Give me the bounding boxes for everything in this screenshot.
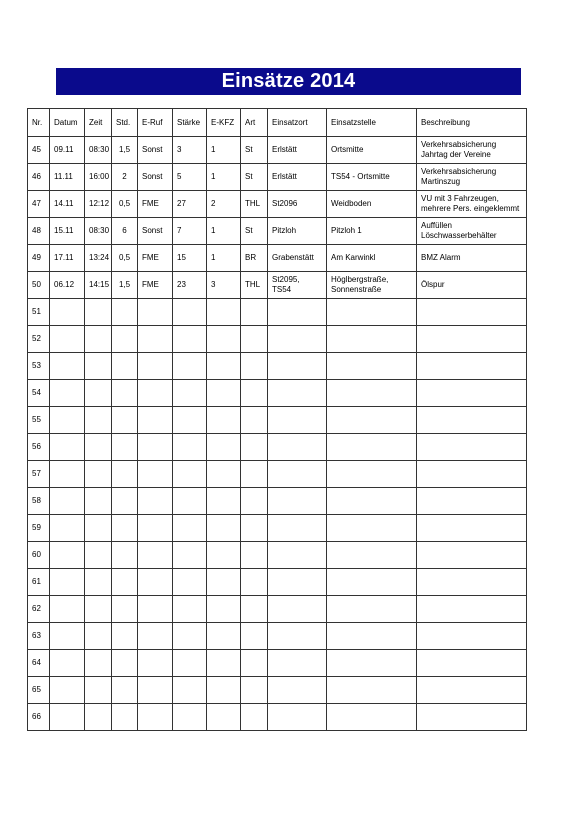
cell-zeit [85, 461, 112, 488]
cell-datum [50, 542, 85, 569]
cell-einsatzstelle [327, 353, 417, 380]
cell-std [112, 488, 138, 515]
cell-staerke [173, 704, 207, 731]
cell-datum [50, 326, 85, 353]
column-header-staerke: Stärke [173, 109, 207, 137]
cell-einsatzstelle [327, 407, 417, 434]
cell-zeit [85, 353, 112, 380]
cell-beschreibung [417, 650, 527, 677]
cell-staerke [173, 650, 207, 677]
cell-einsatzstelle [327, 515, 417, 542]
cell-e-kfz [207, 407, 241, 434]
cell-std [112, 434, 138, 461]
cell-e-ruf: Sonst [138, 218, 173, 245]
cell-datum: 17.11 [50, 245, 85, 272]
column-header-e-kfz: E-KFZ [207, 109, 241, 137]
cell-zeit [85, 704, 112, 731]
cell-art [241, 569, 268, 596]
cell-staerke [173, 488, 207, 515]
table-row [28, 569, 527, 596]
cell-beschreibung [417, 461, 527, 488]
table-row [28, 272, 527, 299]
column-header-einsatzort: Einsatzort [268, 109, 327, 137]
cell-beschreibung: Ölspur [417, 272, 527, 299]
table-row [28, 704, 527, 731]
table-header-row [28, 109, 527, 137]
cell-e-kfz: 1 [207, 164, 241, 191]
table-row [28, 245, 527, 272]
cell-std [112, 515, 138, 542]
cell-staerke [173, 515, 207, 542]
cell-e-kfz [207, 542, 241, 569]
cell-art [241, 596, 268, 623]
cell-nr: 63 [28, 623, 50, 650]
cell-std [112, 623, 138, 650]
cell-datum [50, 515, 85, 542]
cell-beschreibung [417, 542, 527, 569]
cell-einsatzstelle [327, 299, 417, 326]
cell-staerke: 15 [173, 245, 207, 272]
cell-staerke [173, 407, 207, 434]
cell-std [112, 677, 138, 704]
cell-einsatzort [268, 515, 327, 542]
cell-zeit: 12:12 [85, 191, 112, 218]
cell-e-ruf: Sonst [138, 164, 173, 191]
cell-nr: 48 [28, 218, 50, 245]
column-header-datum: Datum [50, 109, 85, 137]
cell-einsatzort [268, 407, 327, 434]
cell-einsatzstelle: Am Karwinkl [327, 245, 417, 272]
cell-art: BR [241, 245, 268, 272]
table-row [28, 353, 527, 380]
cell-einsatzstelle [327, 461, 417, 488]
cell-einsatzstelle: Weidboden [327, 191, 417, 218]
cell-e-kfz [207, 515, 241, 542]
cell-beschreibung [417, 353, 527, 380]
table-row [28, 542, 527, 569]
cell-beschreibung [417, 677, 527, 704]
cell-zeit [85, 623, 112, 650]
cell-beschreibung [417, 596, 527, 623]
cell-art: St [241, 164, 268, 191]
cell-einsatzort [268, 623, 327, 650]
cell-staerke: 7 [173, 218, 207, 245]
cell-datum: 15.11 [50, 218, 85, 245]
cell-beschreibung: VU mit 3 Fahrzeugen, mehrere Pers. eingeklemmt [417, 191, 527, 218]
cell-std: 0,5 [112, 191, 138, 218]
cell-staerke [173, 380, 207, 407]
cell-einsatzstelle [327, 326, 417, 353]
cell-e-kfz [207, 434, 241, 461]
cell-beschreibung [417, 704, 527, 731]
cell-nr: 54 [28, 380, 50, 407]
cell-einsatzort [268, 353, 327, 380]
cell-nr: 56 [28, 434, 50, 461]
cell-zeit: 16:00 [85, 164, 112, 191]
table-row [28, 164, 527, 191]
cell-einsatzort [268, 569, 327, 596]
cell-einsatzort: St2096 [268, 191, 327, 218]
cell-einsatzstelle [327, 380, 417, 407]
cell-zeit [85, 596, 112, 623]
cell-beschreibung [417, 488, 527, 515]
cell-beschreibung [417, 380, 527, 407]
cell-e-kfz: 2 [207, 191, 241, 218]
cell-zeit: 13:24 [85, 245, 112, 272]
cell-einsatzort [268, 461, 327, 488]
cell-zeit [85, 380, 112, 407]
cell-einsatzort: Erlstätt [268, 164, 327, 191]
cell-e-kfz [207, 650, 241, 677]
cell-zeit [85, 569, 112, 596]
cell-zeit [85, 677, 112, 704]
cell-einsatzstelle [327, 650, 417, 677]
column-header-e-ruf: E-Ruf [138, 109, 173, 137]
cell-nr: 55 [28, 407, 50, 434]
cell-nr: 57 [28, 461, 50, 488]
cell-nr: 45 [28, 137, 50, 164]
cell-staerke [173, 434, 207, 461]
cell-nr: 46 [28, 164, 50, 191]
cell-beschreibung: Verkehrsabsicherung Jahrtag der Vereine [417, 137, 527, 164]
cell-e-ruf: FME [138, 191, 173, 218]
cell-std: 2 [112, 164, 138, 191]
cell-zeit [85, 299, 112, 326]
cell-staerke [173, 299, 207, 326]
cell-zeit [85, 650, 112, 677]
cell-einsatzstelle [327, 596, 417, 623]
cell-datum [50, 380, 85, 407]
cell-staerke [173, 623, 207, 650]
table-body [28, 109, 527, 731]
cell-staerke [173, 677, 207, 704]
cell-std [112, 299, 138, 326]
cell-e-kfz: 1 [207, 137, 241, 164]
cell-datum [50, 623, 85, 650]
cell-std: 1,5 [112, 272, 138, 299]
cell-datum [50, 299, 85, 326]
cell-e-ruf [138, 650, 173, 677]
cell-e-ruf [138, 596, 173, 623]
cell-beschreibung: Verkehrsabsicherung Martinszug [417, 164, 527, 191]
cell-datum [50, 569, 85, 596]
cell-art [241, 488, 268, 515]
cell-std [112, 353, 138, 380]
table-row [28, 191, 527, 218]
cell-e-ruf [138, 623, 173, 650]
cell-nr: 47 [28, 191, 50, 218]
cell-zeit [85, 488, 112, 515]
cell-staerke [173, 542, 207, 569]
cell-e-kfz [207, 569, 241, 596]
cell-einsatzstelle [327, 704, 417, 731]
cell-art [241, 299, 268, 326]
cell-std [112, 596, 138, 623]
cell-art [241, 677, 268, 704]
cell-einsatzstelle [327, 623, 417, 650]
cell-einsatzstelle: Höglbergstraße, Sonnenstraße [327, 272, 417, 299]
cell-datum [50, 461, 85, 488]
page-title: Einsätze 2014 [56, 68, 521, 95]
cell-e-ruf [138, 569, 173, 596]
column-header-beschreibung: Beschreibung [417, 109, 527, 137]
cell-datum: 06.12 [50, 272, 85, 299]
table-row [28, 137, 527, 164]
table-row [28, 677, 527, 704]
cell-beschreibung [417, 623, 527, 650]
cell-datum [50, 650, 85, 677]
cell-e-ruf: Sonst [138, 137, 173, 164]
cell-std [112, 704, 138, 731]
cell-staerke: 3 [173, 137, 207, 164]
cell-einsatzort: Pitzloh [268, 218, 327, 245]
cell-staerke: 5 [173, 164, 207, 191]
cell-e-kfz [207, 353, 241, 380]
cell-zeit: 08:30 [85, 218, 112, 245]
cell-einsatzort [268, 326, 327, 353]
cell-art [241, 542, 268, 569]
cell-e-ruf [138, 407, 173, 434]
cell-datum [50, 704, 85, 731]
table-row [28, 407, 527, 434]
cell-e-kfz [207, 461, 241, 488]
cell-beschreibung [417, 299, 527, 326]
cell-einsatzort [268, 380, 327, 407]
cell-einsatzort: Grabenstätt [268, 245, 327, 272]
cell-beschreibung: Auffüllen Löschwasserbehälter [417, 218, 527, 245]
cell-staerke [173, 353, 207, 380]
cell-staerke [173, 461, 207, 488]
cell-e-kfz [207, 704, 241, 731]
cell-einsatzstelle: Pitzloh 1 [327, 218, 417, 245]
cell-std [112, 650, 138, 677]
cell-zeit [85, 542, 112, 569]
cell-datum: 09.11 [50, 137, 85, 164]
cell-std [112, 380, 138, 407]
cell-einsatzort [268, 677, 327, 704]
cell-std [112, 569, 138, 596]
cell-nr: 60 [28, 542, 50, 569]
cell-einsatzstelle [327, 677, 417, 704]
cell-einsatzstelle [327, 488, 417, 515]
cell-nr: 64 [28, 650, 50, 677]
cell-e-ruf [138, 353, 173, 380]
cell-e-kfz: 1 [207, 245, 241, 272]
cell-datum: 11.11 [50, 164, 85, 191]
cell-e-kfz [207, 596, 241, 623]
cell-einsatzort [268, 650, 327, 677]
cell-std: 6 [112, 218, 138, 245]
cell-beschreibung [417, 569, 527, 596]
cell-e-ruf [138, 704, 173, 731]
cell-beschreibung [417, 515, 527, 542]
cell-std [112, 407, 138, 434]
table-row [28, 326, 527, 353]
cell-einsatzort [268, 704, 327, 731]
cell-beschreibung [417, 434, 527, 461]
cell-e-kfz [207, 677, 241, 704]
operations-table [27, 108, 527, 731]
cell-art: THL [241, 191, 268, 218]
cell-art [241, 434, 268, 461]
cell-einsatzort [268, 542, 327, 569]
cell-std: 0,5 [112, 245, 138, 272]
cell-art [241, 650, 268, 677]
cell-nr: 62 [28, 596, 50, 623]
cell-e-ruf: FME [138, 245, 173, 272]
column-header-std: Std. [112, 109, 138, 137]
cell-nr: 53 [28, 353, 50, 380]
cell-e-ruf [138, 299, 173, 326]
cell-nr: 66 [28, 704, 50, 731]
cell-art [241, 704, 268, 731]
table-row [28, 623, 527, 650]
cell-e-ruf [138, 488, 173, 515]
cell-e-ruf [138, 677, 173, 704]
cell-nr: 58 [28, 488, 50, 515]
cell-nr: 50 [28, 272, 50, 299]
cell-einsatzort [268, 299, 327, 326]
cell-datum [50, 407, 85, 434]
cell-einsatzstelle: TS54 - Ortsmitte [327, 164, 417, 191]
cell-art: THL [241, 272, 268, 299]
cell-zeit [85, 434, 112, 461]
cell-staerke: 23 [173, 272, 207, 299]
cell-std [112, 542, 138, 569]
cell-nr: 52 [28, 326, 50, 353]
cell-art [241, 515, 268, 542]
cell-staerke: 27 [173, 191, 207, 218]
cell-beschreibung [417, 407, 527, 434]
cell-nr: 61 [28, 569, 50, 596]
table-row [28, 650, 527, 677]
cell-art [241, 623, 268, 650]
cell-e-ruf [138, 434, 173, 461]
cell-std [112, 461, 138, 488]
cell-e-kfz [207, 380, 241, 407]
column-header-art: Art [241, 109, 268, 137]
table-row [28, 218, 527, 245]
cell-zeit [85, 326, 112, 353]
table-row [28, 488, 527, 515]
cell-nr: 49 [28, 245, 50, 272]
column-header-nr: Nr. [28, 109, 50, 137]
cell-staerke [173, 596, 207, 623]
operations-table-container [27, 108, 527, 731]
cell-e-kfz [207, 623, 241, 650]
table-row [28, 461, 527, 488]
table-row [28, 596, 527, 623]
cell-std: 1,5 [112, 137, 138, 164]
cell-e-kfz [207, 488, 241, 515]
column-header-zeit: Zeit [85, 109, 112, 137]
cell-art: St [241, 218, 268, 245]
cell-einsatzort [268, 596, 327, 623]
cell-art [241, 353, 268, 380]
cell-einsatzstelle [327, 434, 417, 461]
cell-e-ruf [138, 461, 173, 488]
cell-e-kfz [207, 326, 241, 353]
cell-einsatzstelle: Ortsmitte [327, 137, 417, 164]
cell-std [112, 326, 138, 353]
cell-art [241, 380, 268, 407]
cell-beschreibung [417, 326, 527, 353]
cell-einsatzort: Erlstätt [268, 137, 327, 164]
cell-staerke [173, 326, 207, 353]
cell-staerke [173, 569, 207, 596]
cell-art: St [241, 137, 268, 164]
cell-datum [50, 434, 85, 461]
cell-e-kfz [207, 299, 241, 326]
cell-nr: 65 [28, 677, 50, 704]
cell-e-ruf [138, 542, 173, 569]
cell-e-kfz: 3 [207, 272, 241, 299]
cell-datum [50, 353, 85, 380]
cell-art [241, 407, 268, 434]
cell-e-ruf [138, 326, 173, 353]
cell-art [241, 326, 268, 353]
cell-datum [50, 677, 85, 704]
cell-datum: 14.11 [50, 191, 85, 218]
cell-einsatzstelle [327, 542, 417, 569]
cell-zeit [85, 515, 112, 542]
cell-einsatzort [268, 488, 327, 515]
cell-zeit [85, 407, 112, 434]
cell-datum [50, 488, 85, 515]
table-row [28, 434, 527, 461]
cell-einsatzstelle [327, 569, 417, 596]
table-row [28, 299, 527, 326]
cell-nr: 59 [28, 515, 50, 542]
cell-einsatzort: St2095, TS54 [268, 272, 327, 299]
cell-beschreibung: BMZ Alarm [417, 245, 527, 272]
cell-e-ruf: FME [138, 272, 173, 299]
column-header-einsatzstelle: Einsatzstelle [327, 109, 417, 137]
cell-e-ruf [138, 380, 173, 407]
cell-einsatzort [268, 434, 327, 461]
cell-nr: 51 [28, 299, 50, 326]
cell-zeit: 08:30 [85, 137, 112, 164]
table-row [28, 380, 527, 407]
cell-datum [50, 596, 85, 623]
cell-zeit: 14:15 [85, 272, 112, 299]
cell-e-ruf [138, 515, 173, 542]
cell-art [241, 461, 268, 488]
table-row [28, 515, 527, 542]
cell-e-kfz: 1 [207, 218, 241, 245]
